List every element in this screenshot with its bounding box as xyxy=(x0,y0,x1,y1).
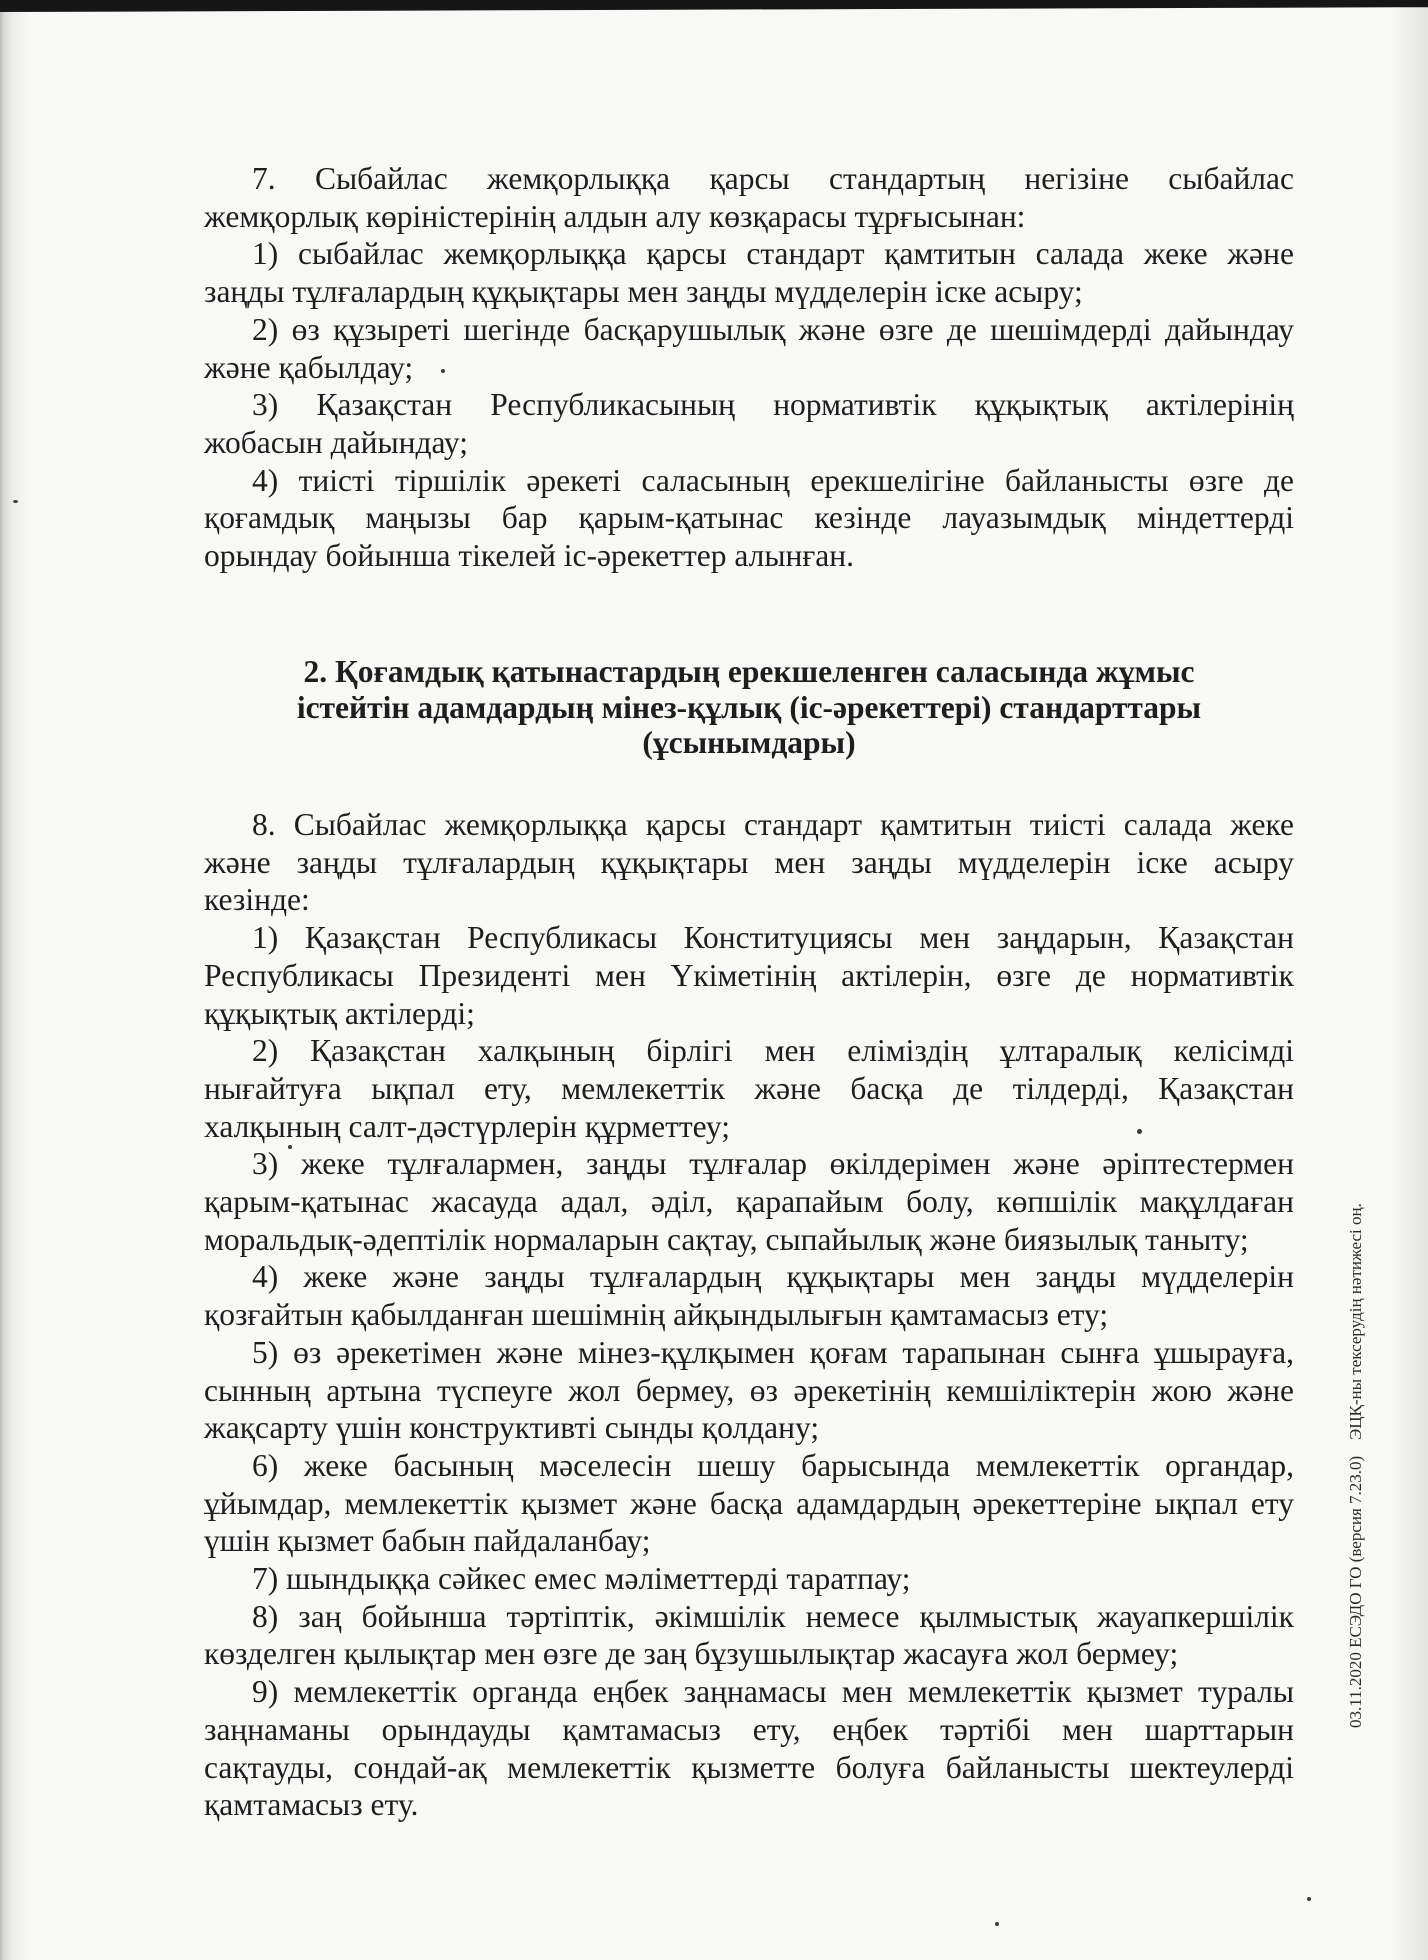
text-line: 1) Қазақстан Республикасы Конституциясы мен заңдарын, Қазақстан xyxy=(252,920,1294,956)
scan-speck xyxy=(13,500,18,503)
document-system-stamp: 03.11.2020 ЕСЭДО ГО (версия 7.23.0) xyxy=(1346,1455,1365,1728)
text-line: 4) жеке және заңды тұлғалардың құқықтары мен заңды мүдделерін xyxy=(252,1259,1294,1295)
text-line: сақтауды, сондай-ақ мемлекеттік қызметте болуға байланысты шектеулерді xyxy=(204,1749,1294,1785)
heading-line: 2. Қоғамдық қатынастардың ерекшеленген саласында жұмыс xyxy=(303,654,1195,689)
scan-speck xyxy=(995,1922,999,1926)
clause-7-item-3 xyxy=(204,386,1294,461)
signature-verification-note xyxy=(1346,1168,1366,1728)
text-line: 2) өз құзыреті шегінде басқарушылық және өзге де шешімдерді дайындау xyxy=(252,311,1294,347)
text-line: жақсарту үшін конструктивті сынды қолдану; xyxy=(204,1410,820,1446)
text-line: 1) сыбайлас жемқорлыққа қарсы стандарт қамтитын салада жеке және xyxy=(252,236,1294,272)
clause-7-intro xyxy=(204,160,1294,235)
clause-8-item-8 xyxy=(204,1598,1294,1673)
text-line: және заңды тұлғалардың құқықтары мен заңды мүдделерін іске асыру xyxy=(204,844,1294,880)
clause-8-item-5 xyxy=(204,1334,1294,1447)
text-line: 7) шындыққа сәйкес емес мәліметтерді таратпау; xyxy=(252,1561,911,1597)
text-line: 6) жеке басының мәселесін шешу барысында мемлекеттік органдар, xyxy=(252,1447,1294,1483)
text-line: үшін қызмет бабын пайдаланбау; xyxy=(204,1523,651,1559)
clause-7-item-4 xyxy=(204,462,1294,575)
clause-8 xyxy=(204,806,1294,1824)
text-line: 8. Сыбайлас жемқорлыққа қарсы стандарт қамтитын тиісті салада жеке xyxy=(252,807,1294,842)
text-line: 2) Қазақстан халқының бірлігі мен еліміздің ұлтаралық келісімді xyxy=(252,1033,1294,1069)
clause-8-item-1 xyxy=(204,919,1294,1032)
text-line: 3) Қазақстан Республикасының нормативтік құқықтық актілерінің xyxy=(252,387,1294,423)
text-line: 3) жеке тұлғалармен, заңды тұлғалар өкілдерімен және әріптестермен xyxy=(252,1146,1294,1182)
text-line: Республикасы Президенті мен Үкіметінің актілерін, өзге де нормативтік xyxy=(204,957,1294,993)
text-line: құқықтық актілерді; xyxy=(204,995,475,1031)
text-line: 4) тиісті тіршілік әрекеті саласының ерекшелігіне байланысты өзге де xyxy=(252,462,1294,498)
section-heading xyxy=(204,654,1294,761)
heading-line: істейтін адамдардың мінез-құлық (іс-әрекеттері) стандарттары xyxy=(296,689,1202,725)
text-line: және қабылдау; xyxy=(204,349,414,385)
text-line: заңды тұлғалардың құқықтары мен заңды мүдделерін іске асыру; xyxy=(204,274,1083,310)
text-line: қоғамдық маңызы бар қарым-қатынас кезінде лауазымдық міндеттерді xyxy=(204,500,1294,536)
scan-speck xyxy=(1307,1897,1311,1901)
heading-line: (ұсынымдары) xyxy=(642,725,856,761)
text-line: 9) мемлекеттік органда еңбек заңнамасы мен мемлекеттік қызмет туралы xyxy=(252,1674,1294,1710)
clause-8-item-3 xyxy=(204,1145,1294,1258)
text-line: моральдық-әдептілік нормаларын сақтау, сыпайылық және биязылық таныту; xyxy=(204,1221,1249,1257)
clause-8-item-6 xyxy=(204,1447,1294,1560)
text-line: кезінде: xyxy=(204,882,310,918)
text-line: сынның артына түспеуге жол бермеу, өз әрекетінің кемшіліктерін жою және xyxy=(204,1372,1294,1408)
text-line: қозғайтын қабылданған шешімнің айқындылығын қамтамасыз ету; xyxy=(204,1297,1109,1333)
text-line: 8) заң бойынша тәртіптік, әкімшілік немесе қылмыстық жауапкершілік xyxy=(252,1598,1294,1634)
clause-8-item-4 xyxy=(204,1258,1294,1333)
clause-8-item-2 xyxy=(204,1032,1294,1145)
clause-8-intro xyxy=(204,806,1294,919)
text-line: 5) өз әрекетімен және мінез-құлқымен қоғам тарапынан сынға ұшырауға, xyxy=(252,1334,1294,1370)
clause-7-item-2 xyxy=(204,311,1294,386)
text-line: жемқорлық көріністерінің алдын алу көзқарасы тұрғысынан: xyxy=(204,198,1026,234)
text-line: ұйымдар, мемлекеттік қызмет және басқа адамдардың әрекеттеріне ықпал ету xyxy=(204,1485,1294,1521)
clause-8-item-7 xyxy=(204,1560,1294,1598)
text-line: халқының салт-дәстүрлерін құрметтеу; xyxy=(204,1108,730,1144)
text-line: қарым-қатынас жасауда адал, әділ, қарапайым болу, көпшілік мақұлдаған xyxy=(204,1184,1294,1220)
text-line: жобасын дайындау; xyxy=(204,424,468,460)
clause-8-item-9 xyxy=(204,1673,1294,1824)
text-line: орындау бойынша тікелей іс-әрекеттер алынған. xyxy=(204,538,854,574)
text-line: қамтамасыз ету. xyxy=(204,1787,419,1823)
clause-7 xyxy=(204,160,1294,575)
text-line: заңнаманы орындауды қамтамасыз ету, еңбек тәртібі мен шарттарын xyxy=(204,1711,1294,1747)
text-line: нығайтуға ықпал ету, мемлекеттік және басқа де тілдерді, Қазақстан xyxy=(204,1070,1294,1106)
text-line: көзделген қылықтар мен өзге де заң бұзушылықтар жасауға жол бермеу; xyxy=(204,1636,1179,1672)
signature-check-result: ЭЦҚ-ны тексерудің нәтижесі оң. xyxy=(1346,1202,1365,1440)
text-line: 7. Сыбайлас жемқорлыққа қарсы стандартың негізіне сыбайлас xyxy=(252,161,1294,196)
clause-7-item-1 xyxy=(204,235,1294,310)
